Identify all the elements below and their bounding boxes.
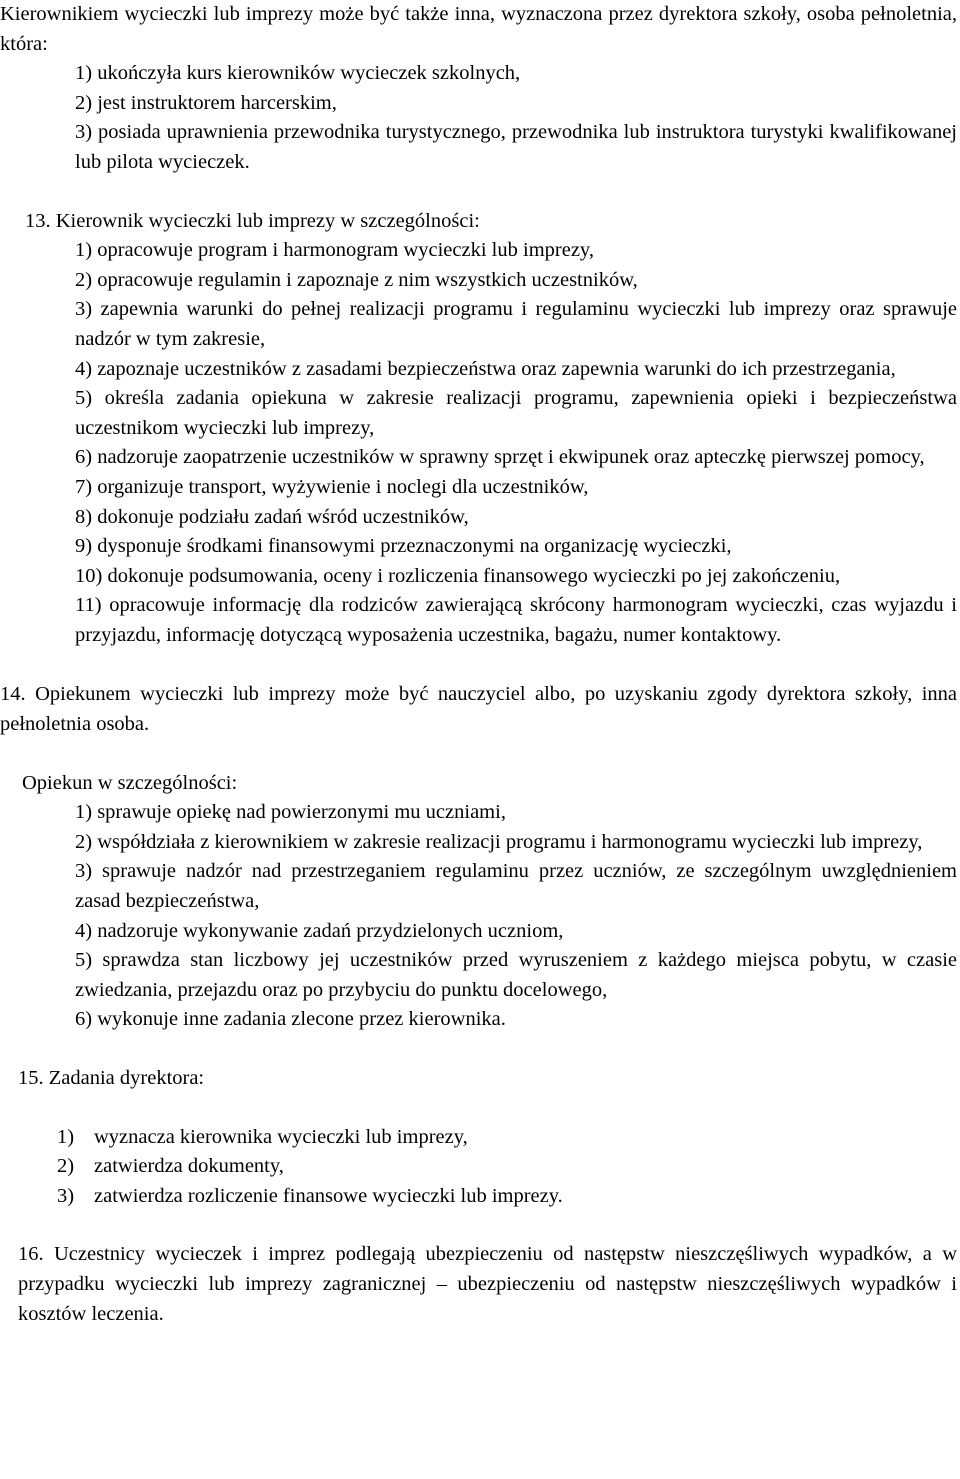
section-heading: Opiekun w szczególności: — [22, 771, 238, 794]
section-14 — [0, 680, 957, 739]
section-paragraph: 14. Opiekunem wycieczki lub imprezy może być nauczyciel albo, po uzyskaniu zgody dyrektora szkoły, inna pełnoletnia osoba. — [0, 683, 957, 736]
section-15-list — [0, 1123, 957, 1212]
list-item: 8) dokonuje podziału zadań wśród uczestników, — [75, 505, 469, 528]
intro-block — [0, 0, 957, 178]
list-item: 6) nadzoruje zaopatrzenie uczestników w sprawny sprzęt i ekwipunek oraz apteczkę pierwszej pomocy, — [75, 446, 925, 469]
list-number: 3) — [57, 1184, 75, 1207]
section-16-text-a: 16. Uczestnicy wycieczek i imprez podlegają ubezpieczeniu od następstw nieszczęśliwych wypadków, a w przypadku wycieczki lub imprezy zagranicznej — [18, 1243, 957, 1295]
section-heading: 15. Zadania dyrektora: — [18, 1067, 205, 1089]
list-text: wyznacza kierownika wycieczki lub imprezy, — [94, 1125, 468, 1148]
intro-list — [0, 59, 957, 177]
list-item: 1) opracowuje program i harmonogram wycieczki lub imprezy, — [75, 239, 594, 262]
section-heading: 13. Kierownik wycieczki lub imprezy w szczególności: — [25, 209, 480, 232]
list-item: 4) zapoznaje uczestników z zasadami bezpieczeństwa oraz zapewnia warunki do ich przestrzegania, — [75, 357, 896, 380]
list-item: 1) sprawuje opiekę nad powierzonymi mu uczniami, — [75, 801, 506, 824]
opiekun-section — [0, 769, 957, 1035]
section-paragraph — [0, 1240, 957, 1329]
list-item: 3) posiada uprawnienia przewodnika turystycznego, przewodnika lub instruktora turystyki kwalifikowanej lub pilota wycieczek. — [75, 121, 957, 173]
list-item: 4) nadzoruje wykonywanie zadań przydzielonych uczniom, — [75, 919, 564, 942]
section-16-text-b: ubezpieczeniu od następstw nieszczęśliwych wypadków i kosztów leczenia. — [18, 1272, 957, 1325]
list-item: 2) jest instruktorem harcerskim, — [75, 91, 337, 114]
intro-paragraph: Kierownikiem wycieczki lub imprezy może być także inna, wyznaczona przez dyrektora szkoły, osoba pełnoletnia, która: — [0, 3, 957, 55]
list-text: zatwierdza rozliczenie finansowe wycieczki lub imprezy. — [94, 1184, 563, 1207]
list-number: 2) — [57, 1155, 75, 1178]
em-dash: – — [436, 1272, 447, 1295]
list-item: 5) sprawdza stan liczbowy jej uczestników przed wyruszeniem z każdego miejsca pobytu, w czasie zwiedzania, przejazdu oraz po przybyciu do punktu docelowego, — [75, 949, 957, 1001]
list-item — [57, 1123, 957, 1153]
section-13-list — [25, 236, 957, 650]
list-text: zatwierdza dokumenty, — [94, 1155, 284, 1178]
list-item: 3) sprawuje nadzór nad przestrzeganiem regulaminu przez uczniów, ze szczególnym uwzględnieniem zasad bezpieczeństwa, — [75, 860, 957, 913]
list-item: 6) wykonuje inne zadania zlecone przez kierownika. — [75, 1008, 506, 1031]
list-item — [57, 1182, 957, 1212]
list-item: 9) dysponuje środkami finansowymi przeznaczonymi na organizację wycieczki, — [75, 535, 732, 558]
list-item: 11) opracowuje informację dla rodziców zawierającą skrócony harmonogram wycieczki, czas wyjazdu i przyjazdu, informację dotyczącą wyposażenia uczestnika, bagażu, numer kontaktowy. — [75, 594, 957, 646]
list-item — [57, 1152, 957, 1182]
list-item: 2) opracowuje regulamin i zapoznaje z nim wszystkich uczestników, — [75, 268, 638, 291]
section-13 — [0, 207, 957, 651]
list-item: 2) współdziała z kierownikiem w zakresie realizacji programu i harmonogramu wycieczki lub imprezy, — [75, 830, 923, 853]
list-number: 1) — [57, 1125, 75, 1148]
section-15 — [0, 1064, 957, 1094]
list-item: 10) dokonuje podsumowania, oceny i rozliczenia finansowego wycieczki po jej zakończeniu, — [75, 564, 841, 587]
list-item: 3) zapewnia warunki do pełnej realizacji programu i regulaminu wycieczki lub imprezy oraz sprawuje nadzór w tym zakresie, — [75, 298, 957, 350]
list-item: 7) organizuje transport, wyżywienie i noclegi dla uczestników, — [75, 475, 589, 498]
section-16 — [0, 1240, 957, 1329]
opiekun-list — [22, 798, 957, 1035]
list-item: 1) ukończyła kurs kierowników wycieczek szkolnych, — [75, 62, 521, 85]
list-item: 5) określa zadania opiekuna w zakresie realizacji programu, zapewnienia opieki i bezpieczeństwa uczestnikom wycieczki lub imprezy, — [75, 387, 957, 439]
